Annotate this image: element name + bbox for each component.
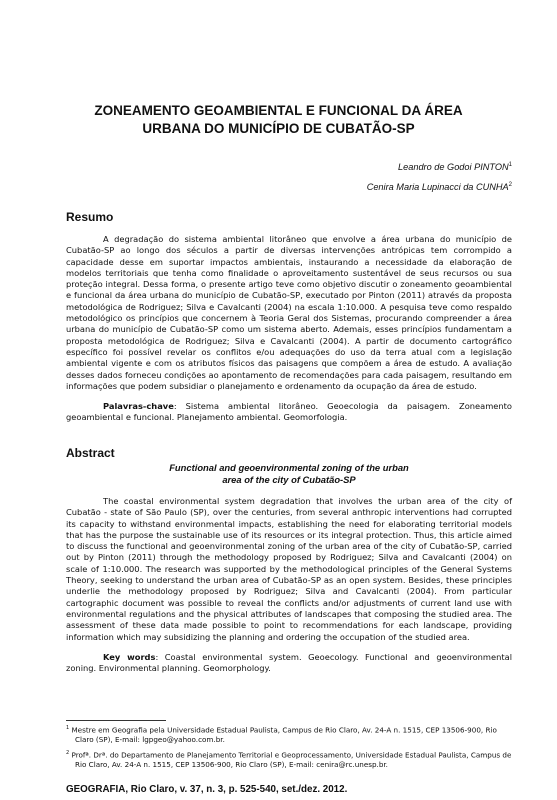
abstract-subtitle <box>66 462 512 486</box>
footnote-divider <box>66 720 166 721</box>
abstract-keywords <box>66 652 512 675</box>
footnote-1 <box>66 724 512 745</box>
author-1 <box>260 156 512 176</box>
resumo-heading: Resumo <box>66 210 114 224</box>
abstract-keywords-label: Key words <box>103 652 156 662</box>
footnote-1-mark: 1 <box>66 725 70 731</box>
abstract-text: The coastal environmental system degradation that involves the urban area of the city of Cubatão - state of São Paulo (SP), over the centuries, from several anthropic interventions had corrupted its capacity to withstand environmental impacts, establishing the need for elaborating territorial models that has the purpose the sustainable use of its resources or its integral protection. Thus, this article aimed to discuss the functional and geoenvironmental zoning of the urban area of the city of Cubatão-SP, carried out by Pinton (2011) through the methodology proposed by Rodriguez; Silva and Cavalcanti (2004) on scale of 1:10.000. The research was supported by the methodological principles of the General Systems Theory, seeking to understand the urban area of Cubatão-SP as an open system. Besides, these principles underlie the methodology proposed by Rodriguez; Silva and Cavalcanti (2004). From particular cartographic document was possible to reveal the conflicts and/or adjustments of current land use with environmental regulations and the physical attributes of landscapes that composing the studied area. The assessment of these data made possible to point to recommendations for each landscape, providing information which may subsidizing the planning and ordering the occupation of the studied area. <box>66 496 512 642</box>
resumo-text: A degradação do sistema ambiental litorâneo que envolve a área urbana do município de Cubatão-SP ao longo dos séculos a partir de diversas intervenções antrópicas tem corrompido a capacidade desse em suportar impactos ambientais, instaurando a necessidade da elaboração de modelos territoriais que tenha como finalidade o aproveitamento sustentável de seus recursos ou sua proteção integral. Dessa forma, o presente artigo teve como objetivo discutir o zoneamento geoambiental e funcional da área urbana do município de Cubatão-SP, executado por Pinton (2011) através da proposta metodológica de Rodriguez; Silva e Cavalcanti (2004) na escala 1:10.000. A pesquisa teve como respaldo metodológico os princípios que concernem à Teoria Geral dos Sistemas, procurando compreender a área urbana do município de Cubatão-SP como um sistema aberto. Ademais, esses princípios fundamentam a proposta metodológica de Rodriguez; Silva e Cavalcanti (2004). A partir de documento cartográfico específico foi possível revelar os conflitos e/ou adequações do uso da terra atual com a legislação ambiental vigente e com os atributos físicos das paisagens que compõem a área de estudo. A avaliação desses dados forneceu condições ao apontamento de recomendações para cada paisagem, resultando em informações que podem subsidiar o planejamento e ordenamento da ocupação da área de estudo. <box>66 234 512 391</box>
abstract-heading: Abstract <box>66 446 115 460</box>
footnote-2-mark: 2 <box>66 749 70 756</box>
resumo-keywords-text: : Sistema ambiental litorâneo. Geoecologia da paisagem. Zoneamento geoambiental e funcional. Planejamento ambiental. Geomorfologia. <box>66 401 512 423</box>
footnote-1-text: Mestre em Geografia pela Universidade Estadual Paulista, Campus de Rio Claro, Av. 24-A n. 1515, CEP 13506-900, Rio Claro (SP), E-mail: lgpgeo@yahoo.com.br. <box>71 725 497 744</box>
author-2 <box>260 176 512 196</box>
title-line-2: URBANA DO MUNICÍPIO DE CUBATÃO-SP <box>142 121 415 136</box>
author-list <box>260 156 512 196</box>
abstract-subtitle-line-2: area of the city of Cubatão-SP <box>222 474 356 485</box>
author-2-name: Cenira Maria Lupinacci da CUNHA <box>366 182 509 193</box>
abstract-subtitle-line-1: Functional and geoenvironmental zoning of the urban <box>169 462 409 473</box>
journal-citation: GEOGRAFIA, Rio Claro, v. 37, n. 3, p. 525-540, set./dez. 2012. <box>66 784 348 795</box>
resumo-keywords <box>66 401 512 424</box>
abstract-keywords-text: : Coastal environmental system. Geoecology. Functional and geoenvironmental zoning. Environmental planning. Geomorphology. <box>66 652 512 674</box>
author-2-footnote-mark: 2 <box>508 182 512 189</box>
resumo-keywords-label: Palavras-chave <box>103 401 174 411</box>
footnote-2 <box>66 749 512 770</box>
author-1-footnote-mark: 1 <box>508 162 512 168</box>
footnotes <box>66 724 512 773</box>
paper-title <box>60 102 497 138</box>
footnote-2-text: Profª. Drª. do Departamento de Planejamento Territorial e Geoprocessamento, Universidade Estadual Paulista, Campus de Rio Claro, Av. 24-A n. 1515, CEP 13506-900, Rio Claro (SP), E-mail: cenira@rc.unesp.br. <box>71 749 512 769</box>
title-line-1: ZONEAMENTO GEOAMBIENTAL E FUNCIONAL DA ÁREA <box>94 103 463 118</box>
author-1-name: Leandro de Godoi PINTON <box>398 162 509 173</box>
